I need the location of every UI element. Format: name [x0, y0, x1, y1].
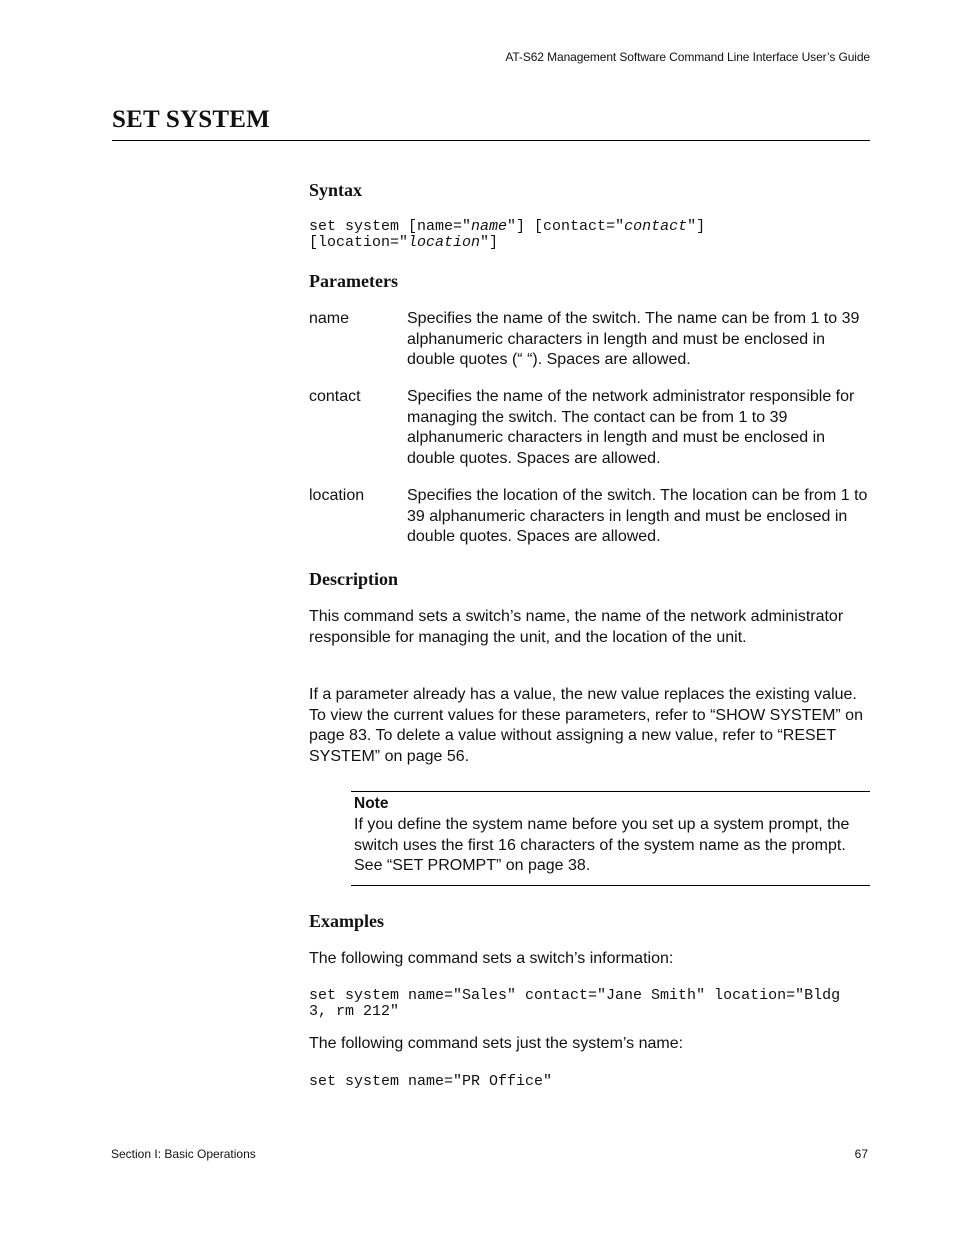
parameters-heading: Parameters [309, 271, 398, 291]
syntax-code [309, 219, 705, 251]
param-name: contact [309, 388, 361, 405]
syntax-code-text: set system [name=" [309, 218, 472, 235]
example-code-line: set system name="Sales" contact="Jane Smith" location="Bldg [309, 987, 841, 1004]
syntax-code-text: "] [contact=" [507, 218, 625, 235]
note-top-rule [351, 791, 870, 792]
syntax-code-text: "] [480, 234, 499, 251]
note-text: If you define the system name before you set up a system prompt, the switch uses the first 16 characters of the system name as the prompt. See “SET PROMPT” on page 38. [354, 816, 850, 874]
param-description: Specifies the name of the switch. The name can be from 1 to 39 alphanumeric characters in length and must be enclosed in double quotes (“ “). Spaces are allowed. [407, 310, 860, 368]
page-title: SET SYSTEM [112, 106, 270, 133]
syntax-contact-placeholder: contact [624, 218, 688, 235]
param-description: Specifies the name of the network administrator responsible for managing the switch. The contact can be from 1 to 39 alphanumeric characters in length and must be enclosed in double quotes. Spaces are allowed. [407, 388, 855, 467]
example-intro: The following command sets a switch’s information: [309, 950, 674, 967]
examples-heading: Examples [309, 911, 385, 931]
description-paragraph: This command sets a switch’s name, the name of the network administrator responsible for managing the unit, and the location of the unit. [309, 608, 844, 646]
syntax-location-placeholder: location [408, 234, 481, 251]
param-name: name [309, 310, 350, 327]
example-code-block [309, 988, 840, 1020]
syntax-code-text: [location=" [309, 234, 409, 251]
footer-section: Section I: Basic Operations [111, 1147, 256, 1161]
example-intro: The following command sets just the system’s name: [309, 1035, 684, 1052]
note-title: Note [354, 795, 389, 812]
syntax-name-placeholder: name [471, 218, 508, 235]
description-heading: Description [309, 569, 398, 589]
page-number: 67 [854, 1147, 868, 1161]
example-code-line: 3, rm 212" [309, 1003, 400, 1020]
param-name: location [309, 487, 365, 504]
example-code-line: set system name="PR Office" [309, 1073, 553, 1090]
param-description: Specifies the location of the switch. The location can be from 1 to 39 alphanumeric characters in length and must be enclosed in double quotes. Spaces are allowed. [407, 487, 868, 545]
syntax-heading: Syntax [309, 180, 363, 200]
title-rule [112, 140, 870, 141]
note-bottom-rule [351, 885, 870, 886]
running-header: AT-S62 Management Software Command Line Interface User’s Guide [505, 50, 870, 64]
description-paragraph: If a parameter already has a value, the new value replaces the existing value. To view the current values for these parameters, refer to “SHOW SYSTEM” on page 83. To delete a value without assigning a new value, refer to “RESET SYSTEM” on page 56. [309, 686, 863, 765]
syntax-code-text: "] [687, 218, 706, 235]
